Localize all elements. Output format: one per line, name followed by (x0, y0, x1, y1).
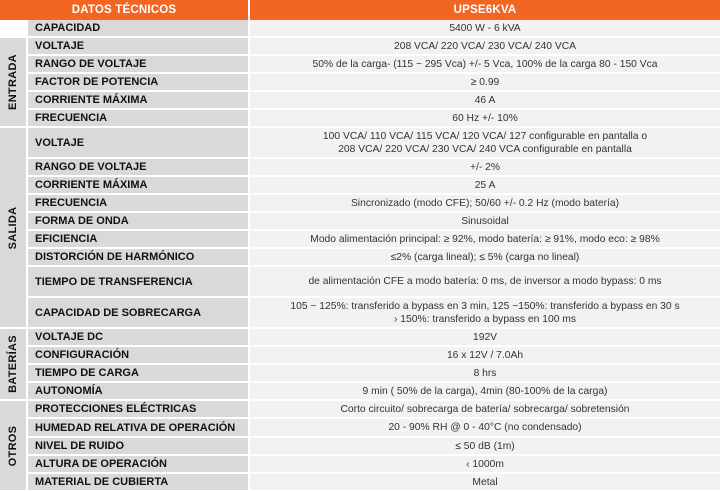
row-value-line1: 100 VCA/ 110 VCA/ 115 VCA/ 120 VCA/ 127 configurable en pantalla o (322, 130, 648, 142)
table-row (0, 248, 720, 266)
row-label: FRECUENCIA (27, 194, 249, 212)
row-value (249, 297, 720, 328)
table-row (0, 382, 720, 400)
table-row (0, 212, 720, 230)
row-value: ≥ 0.99 (249, 73, 720, 91)
row-value: 46 A (249, 91, 720, 109)
row-label: CAPACIDAD (27, 20, 249, 37)
table-row (0, 37, 720, 55)
table-row (0, 364, 720, 382)
row-label: VOLTAJE DC (27, 328, 249, 346)
table-row (0, 73, 720, 91)
row-label: DISTORCIÓN DE HARMÓNICO (27, 248, 249, 266)
row-label: TIEMPO DE TRANSFERENCIA (27, 266, 249, 297)
row-label: FRECUENCIA (27, 109, 249, 127)
group-label-entrada: ENTRADA (7, 54, 19, 110)
row-value: 60 Hz +/- 10% (249, 109, 720, 127)
row-value: +/- 2% (249, 158, 720, 176)
header-model: UPSE6KVA (249, 0, 720, 20)
table-row (0, 91, 720, 109)
row-label: RANGO DE VOLTAJE (27, 55, 249, 73)
row-value: ≤2% (carga lineal); ≤ 5% (carga no lineal) (249, 248, 720, 266)
row-value: Sinusoidal (249, 212, 720, 230)
row-value: 5400 W - 6 kVA (249, 20, 720, 37)
row-label: CAPACIDAD DE SOBRECARGA (27, 297, 249, 328)
group-label-salida: SALIDA (7, 206, 19, 249)
table-row (0, 400, 720, 418)
row-label: MATERIAL DE CUBIERTA (27, 473, 249, 491)
group-label-baterias: BATERÍAS (7, 335, 19, 393)
group-baterias (0, 328, 27, 400)
row-label: FORMA DE ONDA (27, 212, 249, 230)
row-value: ≤ 50 dB (1m) (249, 437, 720, 455)
row-value: Sincronizado (modo CFE); 50/60 +/- 0.2 Hz (modo batería) (249, 194, 720, 212)
row-value: ‹ 1000m (249, 455, 720, 473)
row-value: 9 min ( 50% de la carga), 4min (80-100% de la carga) (249, 382, 720, 400)
table-row (0, 20, 720, 37)
group-otros (0, 400, 27, 491)
table-row (0, 127, 720, 158)
table-row (0, 176, 720, 194)
row-label: NIVEL DE RUIDO (27, 437, 249, 455)
group-label-otros: OTROS (7, 425, 19, 466)
row-label: VOLTAJE (27, 37, 249, 55)
row-value: Corto circuito/ sobrecarga de batería/ sobrecarga/ sobretensión (249, 400, 720, 418)
row-label: EFICIENCIA (27, 230, 249, 248)
row-value (249, 127, 720, 158)
table-row (0, 473, 720, 491)
row-value: 25 A (249, 176, 720, 194)
row-label: CORRIENTE MÁXIMA (27, 91, 249, 109)
row-label: PROTECCIONES ELÉCTRICAS (27, 400, 249, 418)
row-value: de alimentación CFE a modo batería: 0 ms, de inversor a modo bypass: 0 ms (249, 266, 720, 297)
table-row (0, 194, 720, 212)
row-value: 16 x 12V / 7.0Ah (249, 346, 720, 364)
table-row (0, 418, 720, 437)
row-label: AUTONOMÍA (27, 382, 249, 400)
row-value: 20 - 90% RH @ 0 - 40°C (no condensado) (249, 418, 720, 437)
row-value: 8 hrs (249, 364, 720, 382)
table-row (0, 266, 720, 297)
row-label: CORRIENTE MÁXIMA (27, 176, 249, 194)
header-label: DATOS TÉCNICOS (0, 0, 249, 20)
table-row (0, 55, 720, 73)
table-row (0, 346, 720, 364)
table-row (0, 437, 720, 455)
row-value-line2: 208 VCA/ 220 VCA/ 230 VCA/ 240 VCA configurable en pantalla (338, 143, 632, 155)
row-label: CONFIGURACIÓN (27, 346, 249, 364)
row-value-line1: 105 ~ 125%: transferido a bypass en 3 min, 125 ~150%: transferido a bypass en 30 s (290, 300, 680, 312)
table-row (0, 230, 720, 248)
group-salida (0, 127, 27, 328)
row-value: 50% de la carga- (115 ~ 295 Vca) +/- 5 Vca, 100% de la carga 80 - 150 Vca (249, 55, 720, 73)
row-label: FACTOR DE POTENCIA (27, 73, 249, 91)
row-value-line2: › 150%: transferido a bypass en 100 ms (394, 313, 577, 325)
group-blank (0, 20, 27, 37)
group-entrada (0, 37, 27, 127)
row-value: 192V (249, 328, 720, 346)
row-value: Modo alimentación principal: ≥ 92%, modo batería: ≥ 91%, modo eco: ≥ 98% (249, 230, 720, 248)
table-row (0, 297, 720, 328)
row-value: 208 VCA/ 220 VCA/ 230 VCA/ 240 VCA (249, 37, 720, 55)
row-label: ALTURA DE OPERACIÓN (27, 455, 249, 473)
table-row (0, 109, 720, 127)
table-row (0, 158, 720, 176)
row-label: HUMEDAD RELATIVA DE OPERACIÓN (27, 418, 249, 437)
row-label: VOLTAJE (27, 127, 249, 158)
row-value: Metal (249, 473, 720, 491)
table-row (0, 455, 720, 473)
table-row (0, 328, 720, 346)
row-label: RANGO DE VOLTAJE (27, 158, 249, 176)
row-label: TIEMPO DE CARGA (27, 364, 249, 382)
header-row (0, 0, 720, 20)
